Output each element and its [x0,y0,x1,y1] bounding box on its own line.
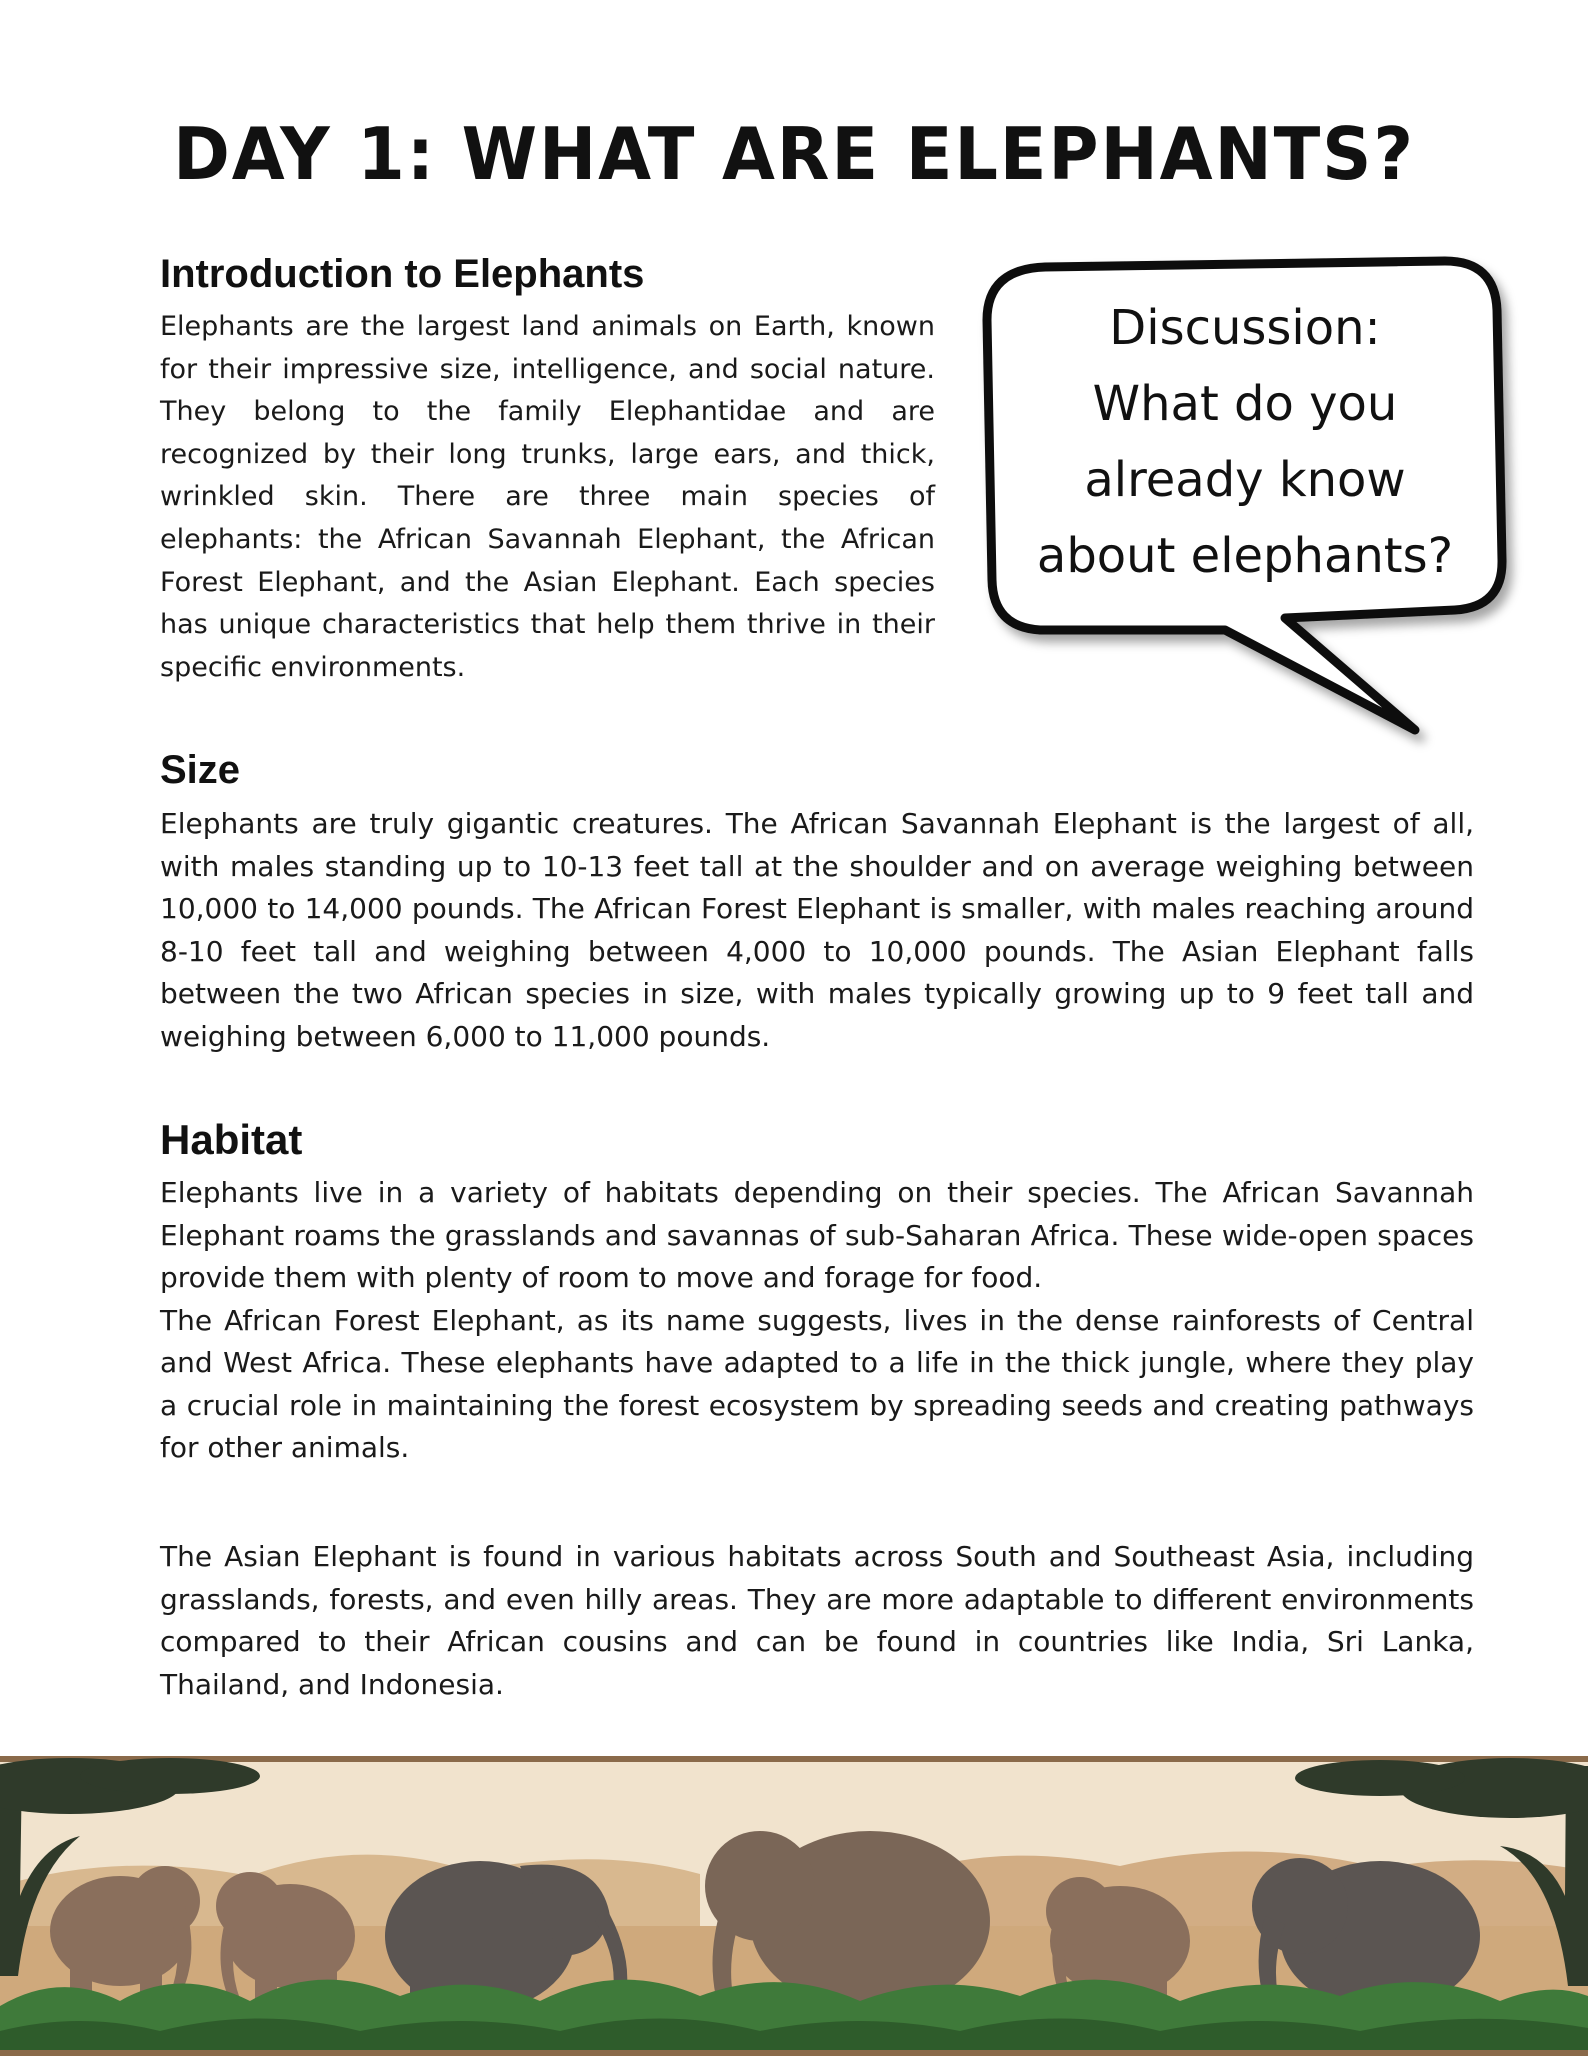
habitat-paragraph-savannah: Elephants live in a variety of habitats depending on their species. The African Savannah Elephant roams the grasslands and savannas of sub-Saharan Africa. These wide-open spaces provide them with plenty of room to move and forage for food. [160,1176,1474,1294]
habitat-paragraph-asian: The Asian Elephant is found in various habitats across South and Southeast Asia, including grasslands, forests, and even hilly areas. They are more adaptable to different environments compared to their African cousins and can be found in countries like India, Sri Lanka, Thailand, and Indonesia. [160,1540,1474,1701]
discussion-line: already know [1084,452,1406,508]
banner-bottom-border [0,2050,1588,2056]
discussion-line: Discussion: [1109,300,1381,356]
size-heading: Size [160,748,241,792]
discussion-line: about elephants? [1036,528,1454,584]
elephant-herd-illustration [0,1756,1588,2056]
banner-top-border [0,1756,1588,1762]
page-title: DAY 1: WHAT ARE ELEPHANTS? [173,112,1415,196]
intro-paragraph: Elephants are the largest land animals on Earth, known for their impressive size, intelligence, and social nature. They belong to the family Elephantidae and are recognized by their long trunks, large ears, and thick, wrinkled skin. There are three main species of elephants: the African Savannah Elephant, the African Forest Elephant, and the Asian Elephant. Each species has unique characteristics that help them thrive in their specific environments. [160,311,935,683]
habitat-paragraphs [160,1172,1474,1470]
size-paragraph: Elephants are truly gigantic creatures. The African Savannah Elephant is the largest of all, with males standing up to 10-13 feet tall at the shoulder and on average weighing between 10,000 to 14,000 pounds. The African Forest Elephant is smaller, with males reaching around 8-10 feet tall and weighing between 4,000 to 10,000 pounds. The Asian Elephant falls between the two African species in size, with males typically growing up to 9 feet tall and weighing between 6,000 to 11,000 pounds. [160,807,1474,1053]
discussion-prompt [1000,290,1490,594]
habitat-paragraph-forest: The African Forest Elephant, as its name suggests, lives in the dense rainforests of Central and West Africa. These elephants have adapted to a life in the thick jungle, where they play a crucial role in maintaining the forest ecosystem by spreading seeds and creating pathways for other animals. [160,1303,1474,1464]
intro-heading: Introduction to Elephants [160,252,645,296]
habitat-heading: Habitat [160,1116,303,1163]
discussion-line: What do you [1092,376,1398,432]
